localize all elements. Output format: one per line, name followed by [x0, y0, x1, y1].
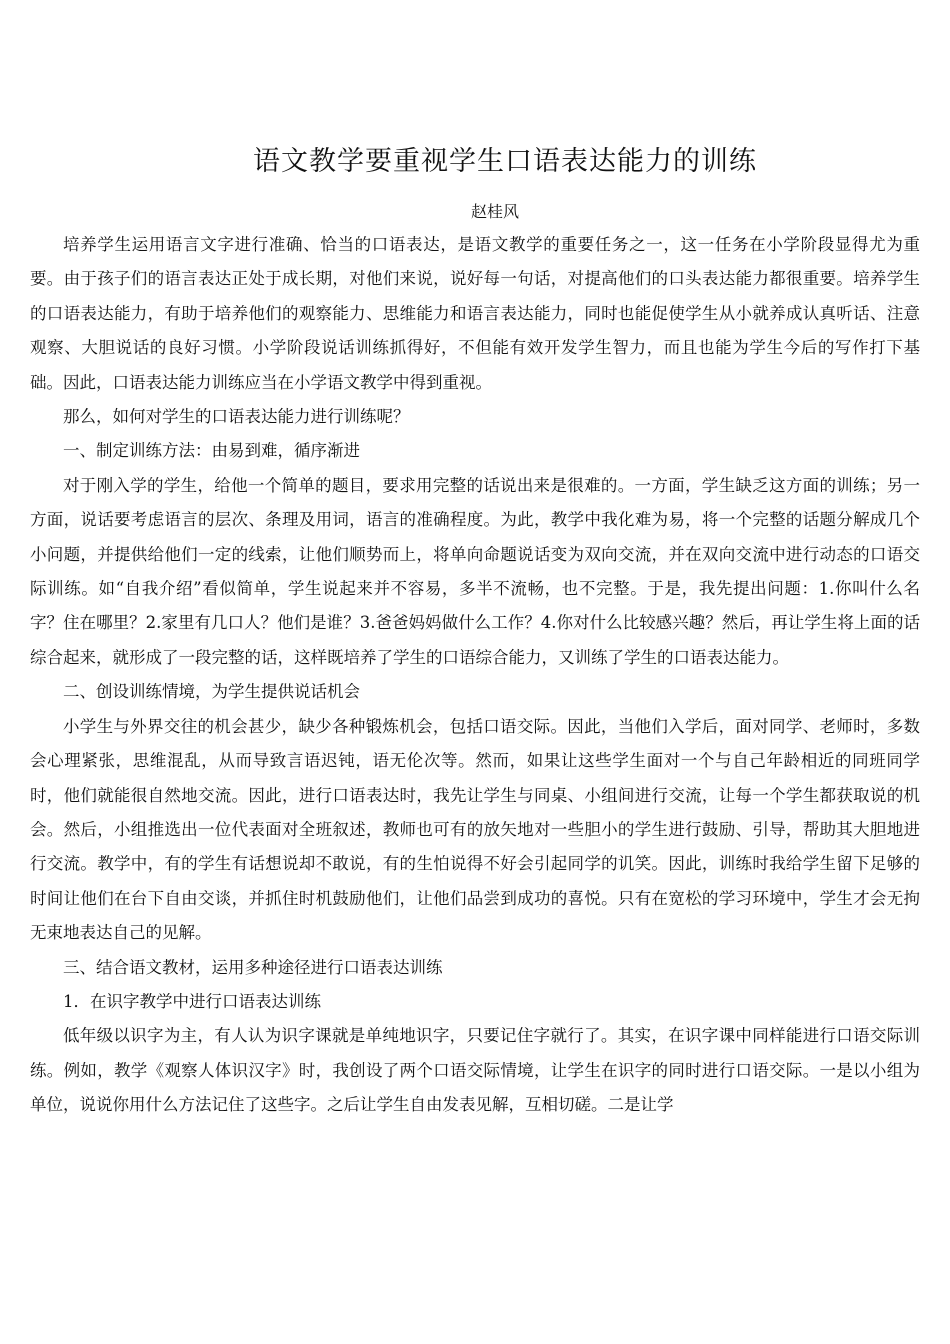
section-heading: 一、制定训练方法：由易到难，循序渐进	[63, 441, 360, 461]
author-name: 赵桂风	[470, 202, 519, 221]
section-heading: 三、结合语文教材，运用多种途径进行口语表达训练	[63, 957, 443, 977]
document-title: 语文教学要重视学生口语表达能力的训练	[253, 146, 757, 177]
paragraph: 小学生与外界交往的机会甚少，缺少各种锻炼机会，包括口语交际。因此，当他们入学后，面对同学、老师时，多数会心理紧张，思维混乱，从而导致言语迟钝，语无伦次等。然而，如果让这些学生面对一个与自己年龄相近的同班同学时，他们就能很自然地交流。因此，进行口语表达时，我先让学生与同桌、小组间进行交流，让每一个学生都获取说的机会。然后，小组推选出一位代表面对全班叙述，教师也可有的放矢地对一些胆小的学生进行鼓励、引导，帮助其大胆地进行交流。教学中，有的学生有话想说却不敢说，有的生怕说得不好会引起同学的讥笑。因此，训练时我给学生留下足够的时间让他们在台下自由交谈，并抓住时机鼓励他们，让他们品尝到成功的喜悦。只有在宽松的学习环境中，学生才会无拘无束地表达自己的见解。	[30, 716, 920, 943]
document-body	[30, 228, 920, 1123]
paragraph: 培养学生运用语言文字进行准确、恰当的口语表达，是语文教学的重要任务之一，这一任务在小学阶段显得尤为重要。由于孩子们的语言表达正处于成长期，对他们来说，说好每一句话，对提高他们的口头表达能力都很重要。培养学生的口语表达能力，有助于培养他们的观察能力、思维能力和语言表达能力，同时也能促使学生从小就养成认真听话、注意观察、大胆说话的良好习惯。小学阶段说话训练抓得好，不但能有效开发学生智力，而且也能为学生今后的写作打下基础。因此，口语表达能力训练应当在小学语文教学中得到重视。	[30, 235, 920, 392]
paragraph: 低年级以识字为主，有人认为识字课就是单纯地识字，只要记住字就行了。其实，在识字课中同样能进行口语交际训练。例如，教学《观察人体识汉字》时，我创设了两个口语交际情境，让学生在识字的同时进行口语交际。一是以小组为单位，说说你用什么方法记住了这些字。之后让学生自由发表见解，互相切磋。二是让学	[30, 1026, 920, 1115]
paragraph: 对于刚入学的学生，给他一个简单的题目，要求用完整的话说出来是很难的。一方面，学生缺乏这方面的训练；另一方面，说话要考虑语言的层次、条理及用词，语言的准确程度。为此，教学中我化难为易，将一个完整的话题分解成几个小问题，并提供给他们一定的线索，让他们顺势而上，将单向命题说话变为双向交流，并在双向交流中进行动态的口语交际训练。如“自我介绍”看似简单，学生说起来并不容易，多半不流畅，也不完整。于是，我先提出问题：1.你叫什么名字？住在哪里？2.家里有几口人？他们是谁？3.爸爸妈妈做什么工作？4.你对什么比较感兴趣？然后，再让学生将上面的话综合起来，就形成了一段完整的话，这样既培养了学生的口语综合能力，又训练了学生的口语表达能力。	[30, 475, 920, 667]
paragraph: 那么，如何对学生的口语表达能力进行训练呢？	[63, 407, 410, 427]
subsection-heading: 1．在识字教学中进行口语表达训练	[63, 991, 321, 1011]
section-heading: 二、创设训练情境，为学生提供说话机会	[63, 682, 360, 702]
